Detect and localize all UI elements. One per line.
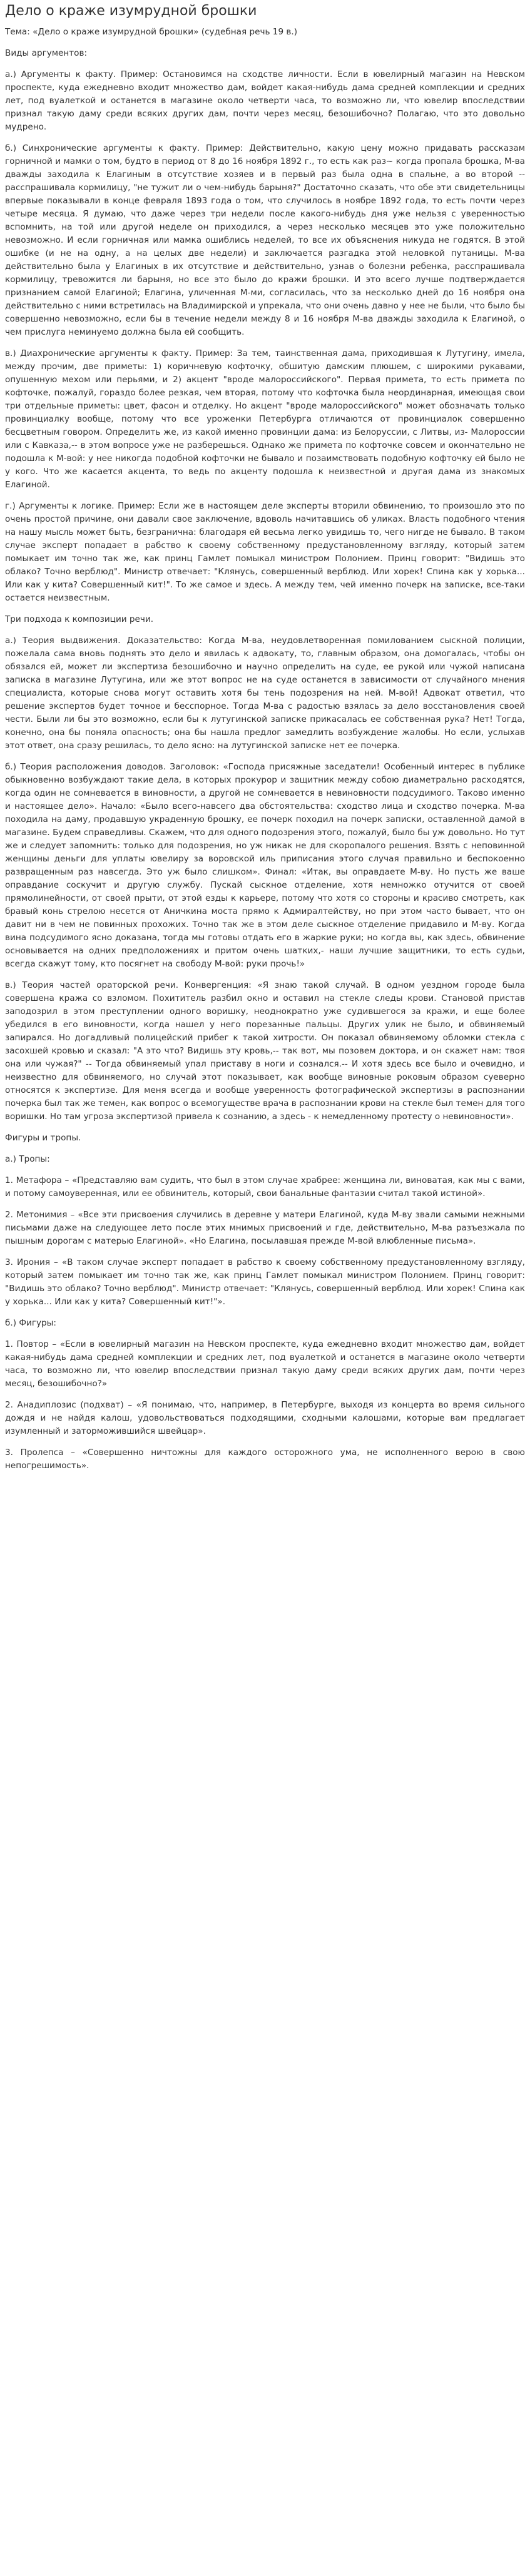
list-item: 2. Анадиплозис (подхват) – «Я понимаю, что, например, в Петербурге, выходя из концерта во время сильного дождя и не найдя калош, удовольствоваться подходящими, сходными калошами, которые вам предлагает изумленный и заторможившийся швейцар».: [5, 1399, 525, 1436]
list-item: 3. Ирония – «В таком случае эксперт попадает в рабство к своему собственному предустановленному взгляду, который затем помыкает им точно так же, как принц Гамлет помыкал министром Полонием. Принц говорит: "Видишь это облако? Точно верблюд". Министр отвечает: "Клянусь, совершенный верблюд. Или хорек! Спина как у хорька... Или как у кита? Совершенный кит!"».: [5, 1257, 525, 1307]
body-paragraph: а.) Аргументы к факту. Пример: Остановимся на сходстве личности. Если в ювелирный магазин на Невском проспекте, куда ежедневно входит множество дам, войдет какая-нибудь дама средней комплекции и средних лет, под вуалеткой и останется в магазине около четверти часа, то возможно ли, что ювелир впоследствии признал такую даму среди всяких других дам, почти через месяц, безошибочно? Полагаю, что это довольно мудрено.: [5, 69, 525, 132]
subsection-heading: а.) Тропы:: [5, 1154, 50, 1164]
topic-line: Тема: «Дело о краже изумрудной брошки» (судебная речь 19 в.): [5, 26, 298, 37]
article-body: [5, 26, 525, 1473]
body-paragraph: в.) Диахронические аргументы к факту. Пример: За тем, таинственная дама, приходившая к Лутугину, имела, между прочим, две приметы: 1) коричневую кофточку, обшитую дамским плюшем, с широкими рукавами, опушенную мехом или перьями, и 2) акцент "вроде малороссийского". Первая примета, то есть примета по кофточке, пожалуй, гораздо более резкая, чем вторая, потому что кофточка была неординарная, имеющая свои три отдельные приметы: цвет, фасон и отделку. Но акцент "вроде малороссийского" может обозначать только провинциалку вообще, потому что все уроженки Петербурга отличаются от провинциалок совершенно бесцветным говором. Определить же, из какой именно провинции дама: из Белоруссии, с Литвы, из- Малороссии или с Кавказа,-- в этом вопросе уже не разберешься. Однако же примета по кофточке совсем и окончательно не подошла к М-вой: у нее никогда подобной кофточки не бывало и позаимствовать подобную кофточку ей было не у кого. Что же касается акцента, то ведь по акценту подошла к неизвестной и другая дама из знакомых Елагиной.: [5, 348, 525, 490]
body-paragraph: г.) Аргументы к логике. Пример: Если же в настоящем деле эксперты вторили обвинению, то произошло это по очень простой причине, они давали свое заключение, вдоволь начитавшись об уликах. Власть подобного чтения на нашу мысль может быть, безграничнa: благодаря ей весьма легко увидишь то, чего нигде не бывало. В таком случае эксперт попадает в рабство к своему собственному предустановленному взгляду, который затем помыкает им точно так же, как принц Гамлет помыкал министром Полонием. Принц говорит: "Видишь это облако? Точно верблюд". Министр отвечает: "Клянусь, совершенный верблюд. Или хорек! Спина как у хорька... Или как у кита? Совершенный кит!". То же самое и здесь. А между тем, чей именно почерк на записке, все-таки остается неизвестным.: [5, 500, 525, 603]
body-paragraph: б.) Синхронические аргументы к факту. Пример: Действительно, какую цену можно придавать рассказам горничной и мамки о том, будто в период от 8 до 16 ноября 1892 г., то есть как раз~ когда пропала брошка, М-ва дважды заходила к Елагиным в отсутствие хозяев и в первый раз была одна в спальне, а во второй -- расспрашивала кормилицу, "не тужит ли о чем-нибудь барыня?" Достаточно сказать, что обе эти свидетельницы впервые показывали в конце февраля 1893 года о том, что случилось в ноябре 1892 года, то есть почти через четыре месяца. Я думаю, что даже через три недели после какого-нибудь дня уже нельзя с уверенностью вспомнить, на той или другой неделе он приходился, а через несколько месяцев это уже положительно невозможно. И если горничная или мамка ошиблись неделей, то все их объяснения никуда не годятся. В этой ошибке (и не на одну, а на целых две недели) и заключается разгадка этой неловкой путаницы. М-ва действительно была у Елагиных в их отсутствие и действительно, узнав о болезни ребенка, расспрашивала кормилицу, тревожится ли барыня, но все это было до кражи брошки. И это всего лучше подтверждается признанием самой Елагиной; Елагина, уличенная М-ми, согласилась, что за несколько дней до 16 ноября она действительно с ними встретилась на Владимирской и упрекала, что они очень давно у нее не были, что было бы совершенно невозможно, если бы в течение недели между 8 и 16 ноября М-ва дважды заходила к Елагиной, о чем прислуга неминуемо должна была ей сообщить.: [5, 143, 525, 337]
list-item: 1. Повтор – «Если в ювелирный магазин на Невском проспекте, куда ежедневно входит множество дам, войдет какая-нибудь дама средней комплекции и средних лет, под вуалеткой и останется в магазине около четверти часа, то возможно ли, что ювелир впоследствии признал такую даму среди всяких других дам, почти через месяц, безошибочно?»: [5, 1339, 525, 1389]
body-paragraph: б.) Теория расположения доводов. Заголовок: «Господа присяжные заседатели! Особенный интерес в публике обыкновенно возбуждают такие дела, в которых прокурор и защитник между собою диаметрально расходятся, когда один не сомневается в виновности, а другой не сомневается в невиновности подсудимого. Таково именно и настоящее дело». Начало: «Было всего-навсего два обстоятельства: сходство лица и сходство почерка. М-ва походила на даму, продавшую украденную брошку, ее почерк походил на почерк записки, оставленной дамой в магазине. Будем справедливы. Скажем, что для одного подозрения этого, пожалуй, было бы уж довольно. Но тут же и следует запомнить: только для подозрения, но уж никак не для скоропалого решения. Взять с неповинной женщины деньги для уплаты ювелиру за воровской иль приписания этого случая правильно и беспокоенно развращенным раз навсегда. Это уж было слишком». Финал: «Итак, вы оправдаете М-ву. Но пусть же ваше оправдание соскучит и другую службу. Пускай сыскное отделение, хотя немножко отучится от своей прямолинейности, от своей прыти, от этой езды к карьере, потому что хотя со стороны и красиво смотреть, как бравый конь стрелою несется от Аничкина моста прямо к Адмиралтейству, но при этом часто бывает, что он давит ни в чем не повинных прохожих. Точно так же в этом деле сыскное отделение придавило и М-ву. Когда вина подсудимого ясно доказана, тогда мы готовы отдать его в жаркие руки; но когда вы, как здесь, обвинение основывается на одних предположениях и притом очень шатких,- наши лучшие защитники, то есть судьи, всегда скажут тому, кто посягнет на свободу М-вой: руки прочь!»: [5, 761, 525, 969]
list-item: 1. Метафора – «Представляю вам судить, что был в этом случае храбрее: женщина ли, виноватая, как мы с вами, и потому самоуверенная, или ее обвинитель, который, свои банальные фантазии считал такой истиной».: [5, 1175, 525, 1199]
list-item: 3. Пролепса – «Совершенно ничтожны для каждого осторожного ума, не исполненного верою в свою непогрешимость».: [5, 1447, 525, 1471]
list-item: 2. Метонимия – «Все эти присвоения случились в деревне у матери Елагиной, куда М-ву звали самыми нежными письмами даже на следующее лето после этих мнимых присвоений и где, действительно, М-ва разъезжала по пышным дорогам с матерью Елагиной». «Но Елагина, посылавшая прежде М-вой влюбленные письма».: [5, 1209, 525, 1246]
section-heading: Виды аргументов:: [5, 48, 88, 58]
subsection-heading: б.) Фигуры:: [5, 1317, 56, 1328]
page-title: Дело о краже изумрудной брошки: [5, 3, 257, 19]
section-heading: Фигуры и тропы.: [5, 1132, 81, 1143]
section-heading: Три подхода к композиции речи.: [5, 614, 154, 624]
body-paragraph: а.) Теория выдвижения. Доказательство: Когда М-ва, неудовлетворенная помилованием сыскной полиции, пожелала сама вновь поднять это дело и явилась к адвокату, то, главным образом, она домогалась, чтобы он обязался ей, может ли экспертиза безошибочно и научно определить на суде, ее рукой или чужой написана записка в магазине Лутугина, или же этот вопрос не на суде останется в зависимости от случайного мнения специалиста, которые снова могут оставить хотя бы тень подозрения на ней. М-вой! Адвокат ответил, что решение экспертов будет точное и бесспорное. Тогда М-ва с радостью взялась за дело восстановления своей чести. Были ли бы это возможно, если бы к лутугинской записке прикасалась ее собственная рука? Нет! Тогда, конечно, она бы поняла опасность; она бы нашла предлог замедлить возбуждение жалобы. Но если, услыхав этот ответ, она сразу решилась, то дело ясно: на лутугинской записке нет ее почерка.: [5, 635, 525, 751]
body-paragraph: в.) Теория частей ораторской речи. Конвергенция: «Я знаю такой случай. В одном уездном городе была совершена кража со взломом. Похититель разбил окно и оставил на стекле следы крови. Становой пристав заподозрил в этом преступлении одного воришку, неоднократно уже судившегося за кражи, и еще более убедился в его виновности, когда нашел у него порезанные пальцы. Других улик не было, и обвиняемый запирался. Но догадливый полицейский прибег к такой хитрости. Он показал обвиняемому обломки стекла с засохшей кровью и сказал: "А это что? Видишь эту кровь,-- так вот, мы позовем доктора, и он скажет нам: твоя она или чужая?" -- Тогда обвиняемый упал приставу в ноги и сознался.-- И хотя здесь все было и очевидно, и неизвестно для обвиняемого, но случай этот показывает, как вообще виновные роковым образом суеверно относятся к экспертизе. Для меня всегда и вообще уверенность фотографической экспертизы в распознании почерка был так же темен, как вопрос о всемогуществе врача в распознании крови на стекле был темен для того воришки. Но там угроза экспертизой привела к сознанию, а здесь - к немедленному протесту о невиновности».: [5, 980, 525, 1122]
